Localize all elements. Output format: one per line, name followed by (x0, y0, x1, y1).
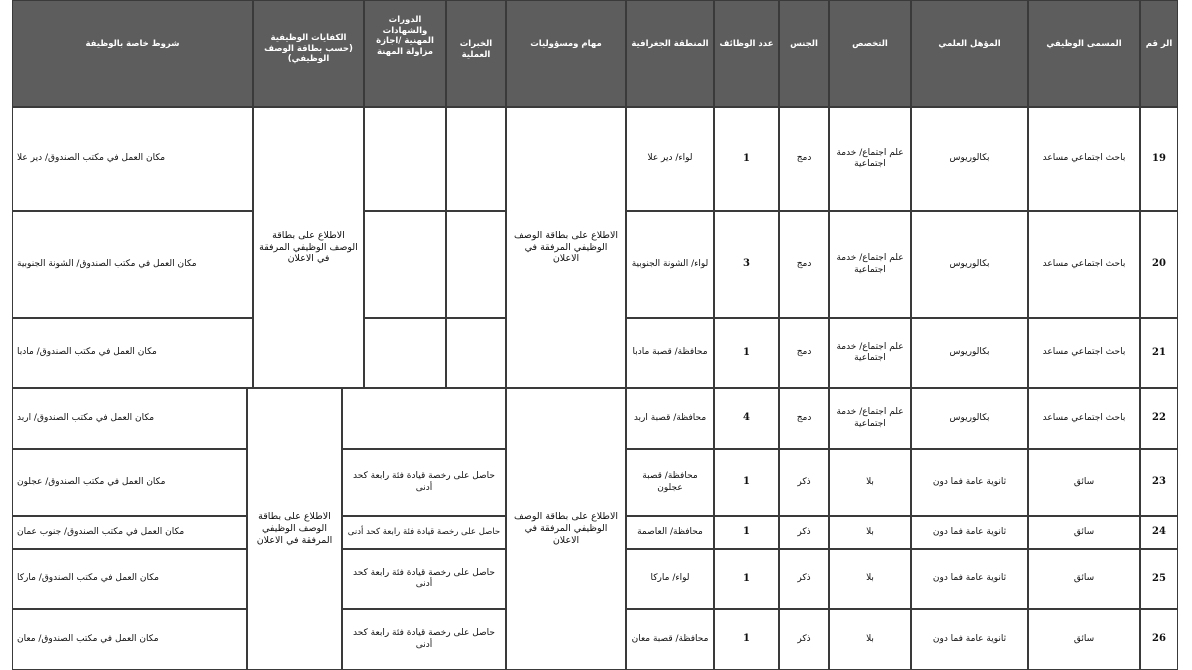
tasks-merged-group-b: الاطلاع على بطاقة الوصف الوظيفي المرفقة في الاعلان (506, 388, 626, 670)
row-21-specialty: علم اجتماع/ خدمة اجتماعية (829, 318, 911, 388)
row-20-count: 3 (714, 211, 779, 318)
header-qualification: المؤهل العلمي (911, 0, 1028, 107)
header-tasks: مهام ومسؤوليات (506, 0, 626, 107)
row-19-gender: دمج (779, 107, 829, 211)
row-25-gender: ذكر (779, 549, 829, 609)
row-25-region: لواء/ ماركا (626, 549, 714, 609)
row-22-region: محافظة/ قصبة اربد (626, 388, 714, 449)
row-20-qualification: بكالوريوس (911, 211, 1028, 318)
row-21-no: 21 (1140, 318, 1178, 388)
row-23-count: 1 (714, 449, 779, 516)
row-24-qualification: ثانوية عامة فما دون (911, 516, 1028, 549)
header-courses: الدورات والشهادات المهنية /اجازة مزاولة المهنة (364, 0, 446, 107)
row-21-region: محافظة/ قصبة مادبا (626, 318, 714, 388)
row-24-courses: حاصل على رخصة قيادة فئة رابعة كحد أدنى (342, 516, 506, 549)
row-22-title: باحث اجتماعي مساعد (1028, 388, 1140, 449)
header-experience: الخبرات العملية (446, 0, 506, 107)
row-21-gender: دمج (779, 318, 829, 388)
row-24-gender: ذكر (779, 516, 829, 549)
row-25-no: 25 (1140, 549, 1178, 609)
row-25-qualification: ثانوية عامة فما دون (911, 549, 1028, 609)
header-count: عدد الوظائف (714, 0, 779, 107)
row-25-condition: مكان العمل في مكتب الصندوق/ ماركا (12, 549, 247, 609)
row-23-no: 23 (1140, 449, 1178, 516)
row-19-experience (446, 107, 506, 211)
row-22-courses (342, 388, 506, 449)
row-23-condition: مكان العمل في مكتب الصندوق/ عجلون (12, 449, 247, 516)
row-24-specialty: بلا (829, 516, 911, 549)
row-21-count: 1 (714, 318, 779, 388)
row-20-title: باحث اجتماعي مساعد (1028, 211, 1140, 318)
row-25-title: سائق (1028, 549, 1140, 609)
row-25-courses: حاصل على رخصة قيادة فئة رابعة كحد أدنى (342, 549, 506, 609)
row-26-count: 1 (714, 609, 779, 670)
row-23-courses: حاصل على رخصة قيادة فئة رابعة كحد أدنى (342, 449, 506, 516)
row-25-specialty: بلا (829, 549, 911, 609)
row-23-title: سائق (1028, 449, 1140, 516)
row-22-gender: دمج (779, 388, 829, 449)
row-19-condition: مكان العمل في مكتب الصندوق/ دير علا (12, 107, 253, 211)
row-23-qualification: ثانوية عامة فما دون (911, 449, 1028, 516)
row-21-condition: مكان العمل في مكتب الصندوق/ مادبا (12, 318, 253, 388)
tasks-merged-group-a: الاطلاع على بطاقة الوصف الوظيفي المرفقة في الاعلان (506, 107, 626, 388)
competencies-merged-group-b: الاطلاع على بطاقة الوصف الوظيفي المرفقة في الاعلان (247, 388, 342, 670)
header-no: الر قم (1140, 0, 1178, 107)
row-26-no: 26 (1140, 609, 1178, 670)
row-24-condition: مكان العمل في مكتب الصندوق/ جنوب عمان (12, 516, 247, 549)
row-21-experience (446, 318, 506, 388)
row-19-region: لواء/ دير علا (626, 107, 714, 211)
row-21-courses (364, 318, 446, 388)
row-23-gender: ذكر (779, 449, 829, 516)
row-26-title: سائق (1028, 609, 1140, 670)
row-20-region: لواء/ الشونة الجنوبية (626, 211, 714, 318)
row-23-specialty: بلا (829, 449, 911, 516)
row-23-region: محافظة/ قصبة عجلون (626, 449, 714, 516)
row-19-title: باحث اجتماعي مساعد (1028, 107, 1140, 211)
row-25-count: 1 (714, 549, 779, 609)
row-22-count: 4 (714, 388, 779, 449)
row-26-region: محافظة/ قصبة معان (626, 609, 714, 670)
row-24-title: سائق (1028, 516, 1140, 549)
row-26-courses: حاصل على رخصة قيادة فئة رابعة كحد أدنى (342, 609, 506, 670)
row-22-specialty: علم اجتماع/ خدمة اجتماعية (829, 388, 911, 449)
header-title: المسمى الوظيفي (1028, 0, 1140, 107)
row-19-courses (364, 107, 446, 211)
header-competencies: الكفايات الوظيفية (حسب بطاقة الوصف الوظيفي) (253, 0, 364, 107)
row-22-no: 22 (1140, 388, 1178, 449)
header-gender: الجنس (779, 0, 829, 107)
header-specialty: التخصص (829, 0, 911, 107)
row-22-condition: مكان العمل في مكتب الصندوق/ اربد (12, 388, 247, 449)
row-20-no: 20 (1140, 211, 1178, 318)
row-26-qualification: ثانوية عامة فما دون (911, 609, 1028, 670)
competencies-merged-group-a: الاطلاع على بطاقة الوصف الوظيفي المرفقة في الاعلان (253, 107, 364, 388)
row-19-specialty: علم اجتماع/ خدمة اجتماعية (829, 107, 911, 211)
row-20-specialty: علم اجتماع/ خدمة اجتماعية (829, 211, 911, 318)
row-20-courses (364, 211, 446, 318)
header-region: المنطقة الجغرافية (626, 0, 714, 107)
row-20-gender: دمج (779, 211, 829, 318)
row-26-condition: مكان العمل في مكتب الصندوق/ معان (12, 609, 247, 670)
row-19-count: 1 (714, 107, 779, 211)
row-20-condition: مكان العمل في مكتب الصندوق/ الشونة الجنوبية (12, 211, 253, 318)
row-19-no: 19 (1140, 107, 1178, 211)
row-21-qualification: بكالوريوس (911, 318, 1028, 388)
row-20-experience (446, 211, 506, 318)
row-24-region: محافظة/ العاصمة (626, 516, 714, 549)
header-conditions: شروط خاصة بالوظيفة (12, 0, 253, 107)
row-22-qualification: بكالوريوس (911, 388, 1028, 449)
row-19-qualification: بكالوريوس (911, 107, 1028, 211)
row-24-count: 1 (714, 516, 779, 549)
row-26-gender: ذكر (779, 609, 829, 670)
row-21-title: باحث اجتماعي مساعد (1028, 318, 1140, 388)
row-24-no: 24 (1140, 516, 1178, 549)
row-26-specialty: بلا (829, 609, 911, 670)
